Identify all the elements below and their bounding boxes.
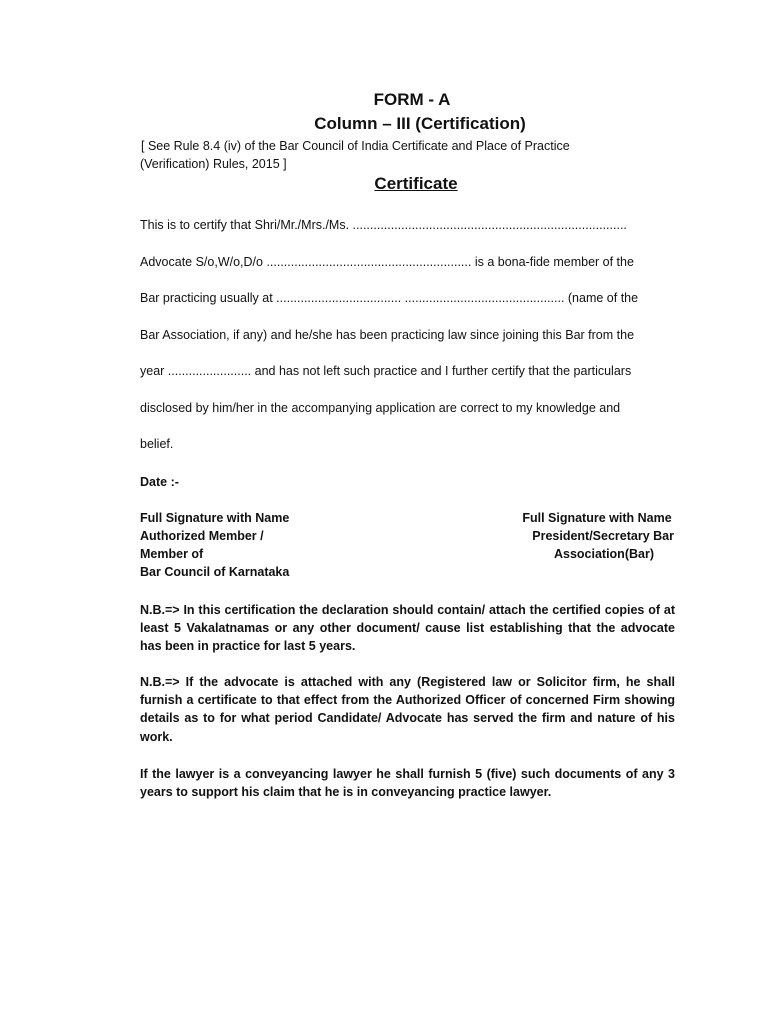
note-vakalatnamas: N.B.=> In this certification the declaration should contain/ attach the certified copies of at least 5 Vakalatnamas or any other document/ cause list establishing that the advocate has been in practice for last 5 years.: [140, 603, 675, 654]
note-conveyancing-lawyer: If the lawyer is a conveyancing lawyer he shall furnish 5 (five) such documents of any 3 years to support his claim that he is in conveyancing practice lawyer.: [140, 767, 675, 800]
form-title: FORM - A: [373, 90, 451, 109]
signature-left-line-4: Bar Council of Karnataka: [140, 565, 290, 579]
certificate-line-7: belief.: [140, 437, 174, 451]
signature-right-line-1: Full Signature with Name: [522, 511, 672, 525]
certificate-heading: Certificate: [374, 174, 458, 193]
signature-right-line-3: Association(Bar): [553, 547, 654, 561]
certificate-line-2: Advocate S/o,W/o,D/o ........................................................... is a bona-fide member of the: [140, 255, 634, 269]
certificate-line-6: disclosed by him/her in the accompanying application are correct to my knowledge and: [140, 401, 621, 415]
certificate-line-3: Bar practicing usually at .................................... .............................................. (name of the: [140, 291, 639, 305]
signature-right-line-2: President/Secretary Bar: [532, 529, 674, 543]
rule-reference-line-2: (Verification) Rules, 2015 ]: [140, 157, 287, 171]
signature-left-line-3: Member of: [140, 547, 204, 561]
certificate-line-4: Bar Association, if any) and he/she has been practicing law since joining this Bar from the: [140, 328, 635, 342]
signature-left-line-2: Authorized Member /: [140, 529, 264, 543]
certificate-line-1: This is to certify that Shri/Mr./Mrs./Ms. ...............................................................................: [140, 218, 627, 232]
signature-left-line-1: Full Signature with Name: [140, 511, 290, 525]
column-title: Column – III (Certification): [314, 114, 526, 133]
date-label: Date :-: [140, 475, 179, 489]
rule-reference-line-1: [ See Rule 8.4 (iv) of the Bar Council of India Certificate and Place of Practice: [141, 139, 570, 153]
certificate-line-5: year ........................ and has not left such practice and I further certify that the particulars: [140, 364, 632, 378]
note-attached-firm: N.B.=> If the advocate is attached with any (Registered law or Solicitor firm, he shall furnish a certificate to that effect from the Authorized Officer of concerned Firm showing details as to for what period Candidate/ Advocate has served the firm and nature of his work.: [140, 675, 675, 744]
signature-right-block: [512, 509, 682, 563]
signature-left-block: [140, 509, 289, 581]
